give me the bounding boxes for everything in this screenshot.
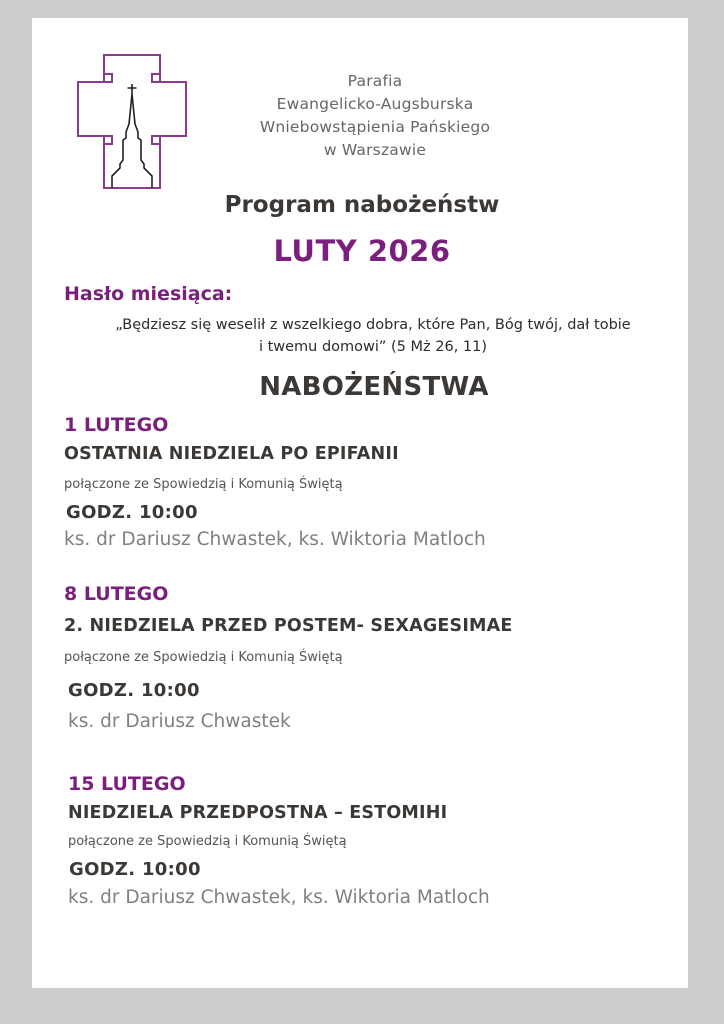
steeple: [112, 84, 152, 188]
service-name: NIEDZIELA PRZEDPOSTNA – ESTOMIHI: [68, 803, 448, 823]
service-ministers: ks. dr Dariusz Chwastek, ks. Wiktoria Matloch: [64, 529, 486, 550]
service-date: 1 LUTEGO: [64, 414, 169, 436]
church-cross-logo-icon: [76, 52, 190, 192]
service-date: 15 LUTEGO: [68, 773, 186, 795]
service-ministers: ks. dr Dariusz Chwastek: [68, 711, 291, 732]
motto-text: [60, 314, 686, 358]
service-ministers: ks. dr Dariusz Chwastek, ks. Wiktoria Matloch: [68, 887, 490, 908]
service-note: połączone ze Spowiedzią i Komunią Świętą: [68, 834, 347, 849]
month-title: LUTY 2026: [273, 234, 451, 268]
service-name: OSTATNIA NIEDZIELA PO EPIFANII: [64, 444, 399, 464]
cross-notch: [104, 136, 112, 144]
program-title: Program nabożeństw: [224, 192, 500, 218]
service-time: GODZ. 10:00: [68, 680, 200, 701]
motto-line: i twemu domowi” (5 Mż 26, 11): [258, 339, 488, 355]
services-heading: NABOŻEŃSTWA: [259, 372, 489, 402]
parish-name-line: Parafia: [347, 72, 403, 90]
motto-line: „Będziesz się weselił z wszelkiego dobra, które Pan, Bóg twój, dał tobie: [115, 317, 631, 333]
service-note: połączone ze Spowiedzią i Komunią Świętą: [64, 650, 343, 665]
service-time: GODZ. 10:00: [69, 859, 201, 880]
parish-name-line: w Warszawie: [323, 141, 427, 159]
cross-notch: [152, 74, 160, 82]
cross-outline: [78, 55, 186, 188]
service-name: 2. NIEDZIELA PRZED POSTEM- SEXAGESIMAE: [64, 616, 513, 636]
motto-label: Hasło miesiąca:: [64, 283, 233, 305]
parish-name: [230, 70, 520, 162]
service-time: GODZ. 10:00: [66, 502, 198, 523]
cross-notch: [152, 136, 160, 144]
parish-name-line: Wniebowstąpienia Pańskiego: [259, 118, 491, 136]
parish-name-line: Ewangelicko-Augsburska: [276, 95, 474, 113]
service-note: połączone ze Spowiedzią i Komunią Świętą: [64, 477, 343, 492]
service-date: 8 LUTEGO: [64, 583, 169, 605]
cross-notch: [104, 74, 112, 82]
